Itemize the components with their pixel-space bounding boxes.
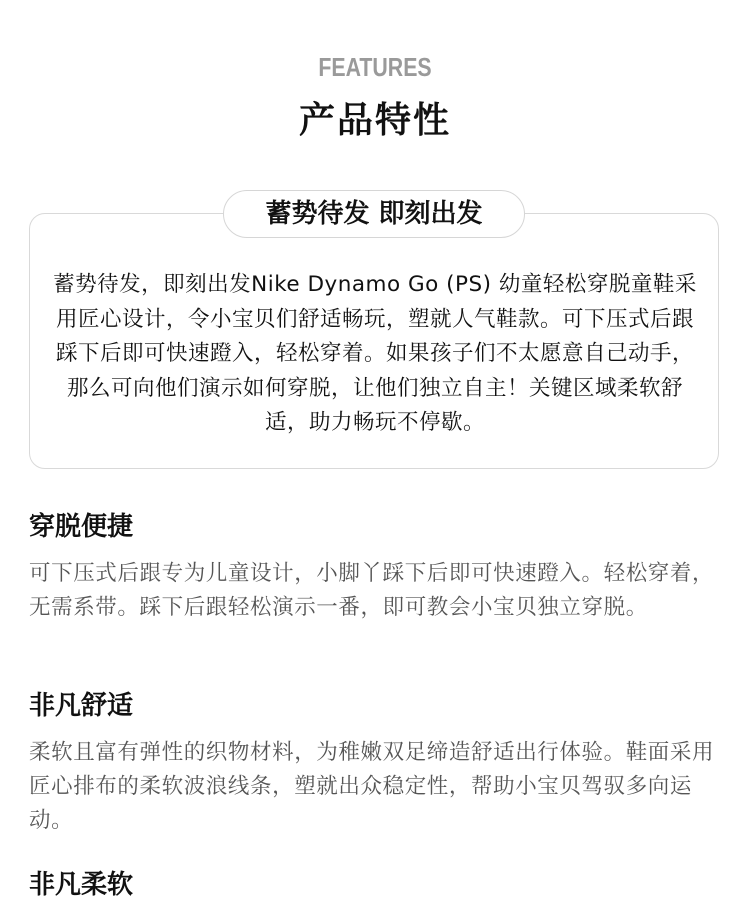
section-body-easy-on: 可下压式后跟专为儿童设计，小脚丫踩下后即可快速蹬入。轻松穿着，无需系带。踩下后跟轻松演示一番，即可教会小宝贝独立穿脱。: [29, 561, 715, 620]
section-body-comfort: 柔软且富有弹性的织物材料，为稚嫩双足缔造舒适出行体验。鞋面采用匠心排布的柔软波浪线条，塑就出众稳定性，帮助小宝贝驾驭多向运动。: [29, 740, 715, 833]
section-heading-softness: 非凡柔软: [29, 870, 134, 900]
intro-body-text: 蓄势待发，即刻出发Nike Dynamo Go (PS) 幼童轻松穿脱童鞋采用匠心设计，令小宝贝们舒适畅玩，塑就人气鞋款。可下压式后跟踩下后即可快速蹬入，轻松穿着。如果孩子们不太愿意自己动手，那么可向他们演示如何穿脱，让他们独立自主！关键区域柔软舒适，助力畅玩不停歇。: [53, 272, 697, 435]
section-heading-easy-on: 穿脱便捷: [29, 512, 134, 542]
section-heading-comfort: 非凡舒适: [29, 691, 134, 721]
page-title: 产品特性: [298, 100, 451, 141]
intro-pill-label: 蓄势待发 即刻出发: [223, 190, 525, 238]
features-eyebrow: FEATURES: [318, 52, 432, 82]
